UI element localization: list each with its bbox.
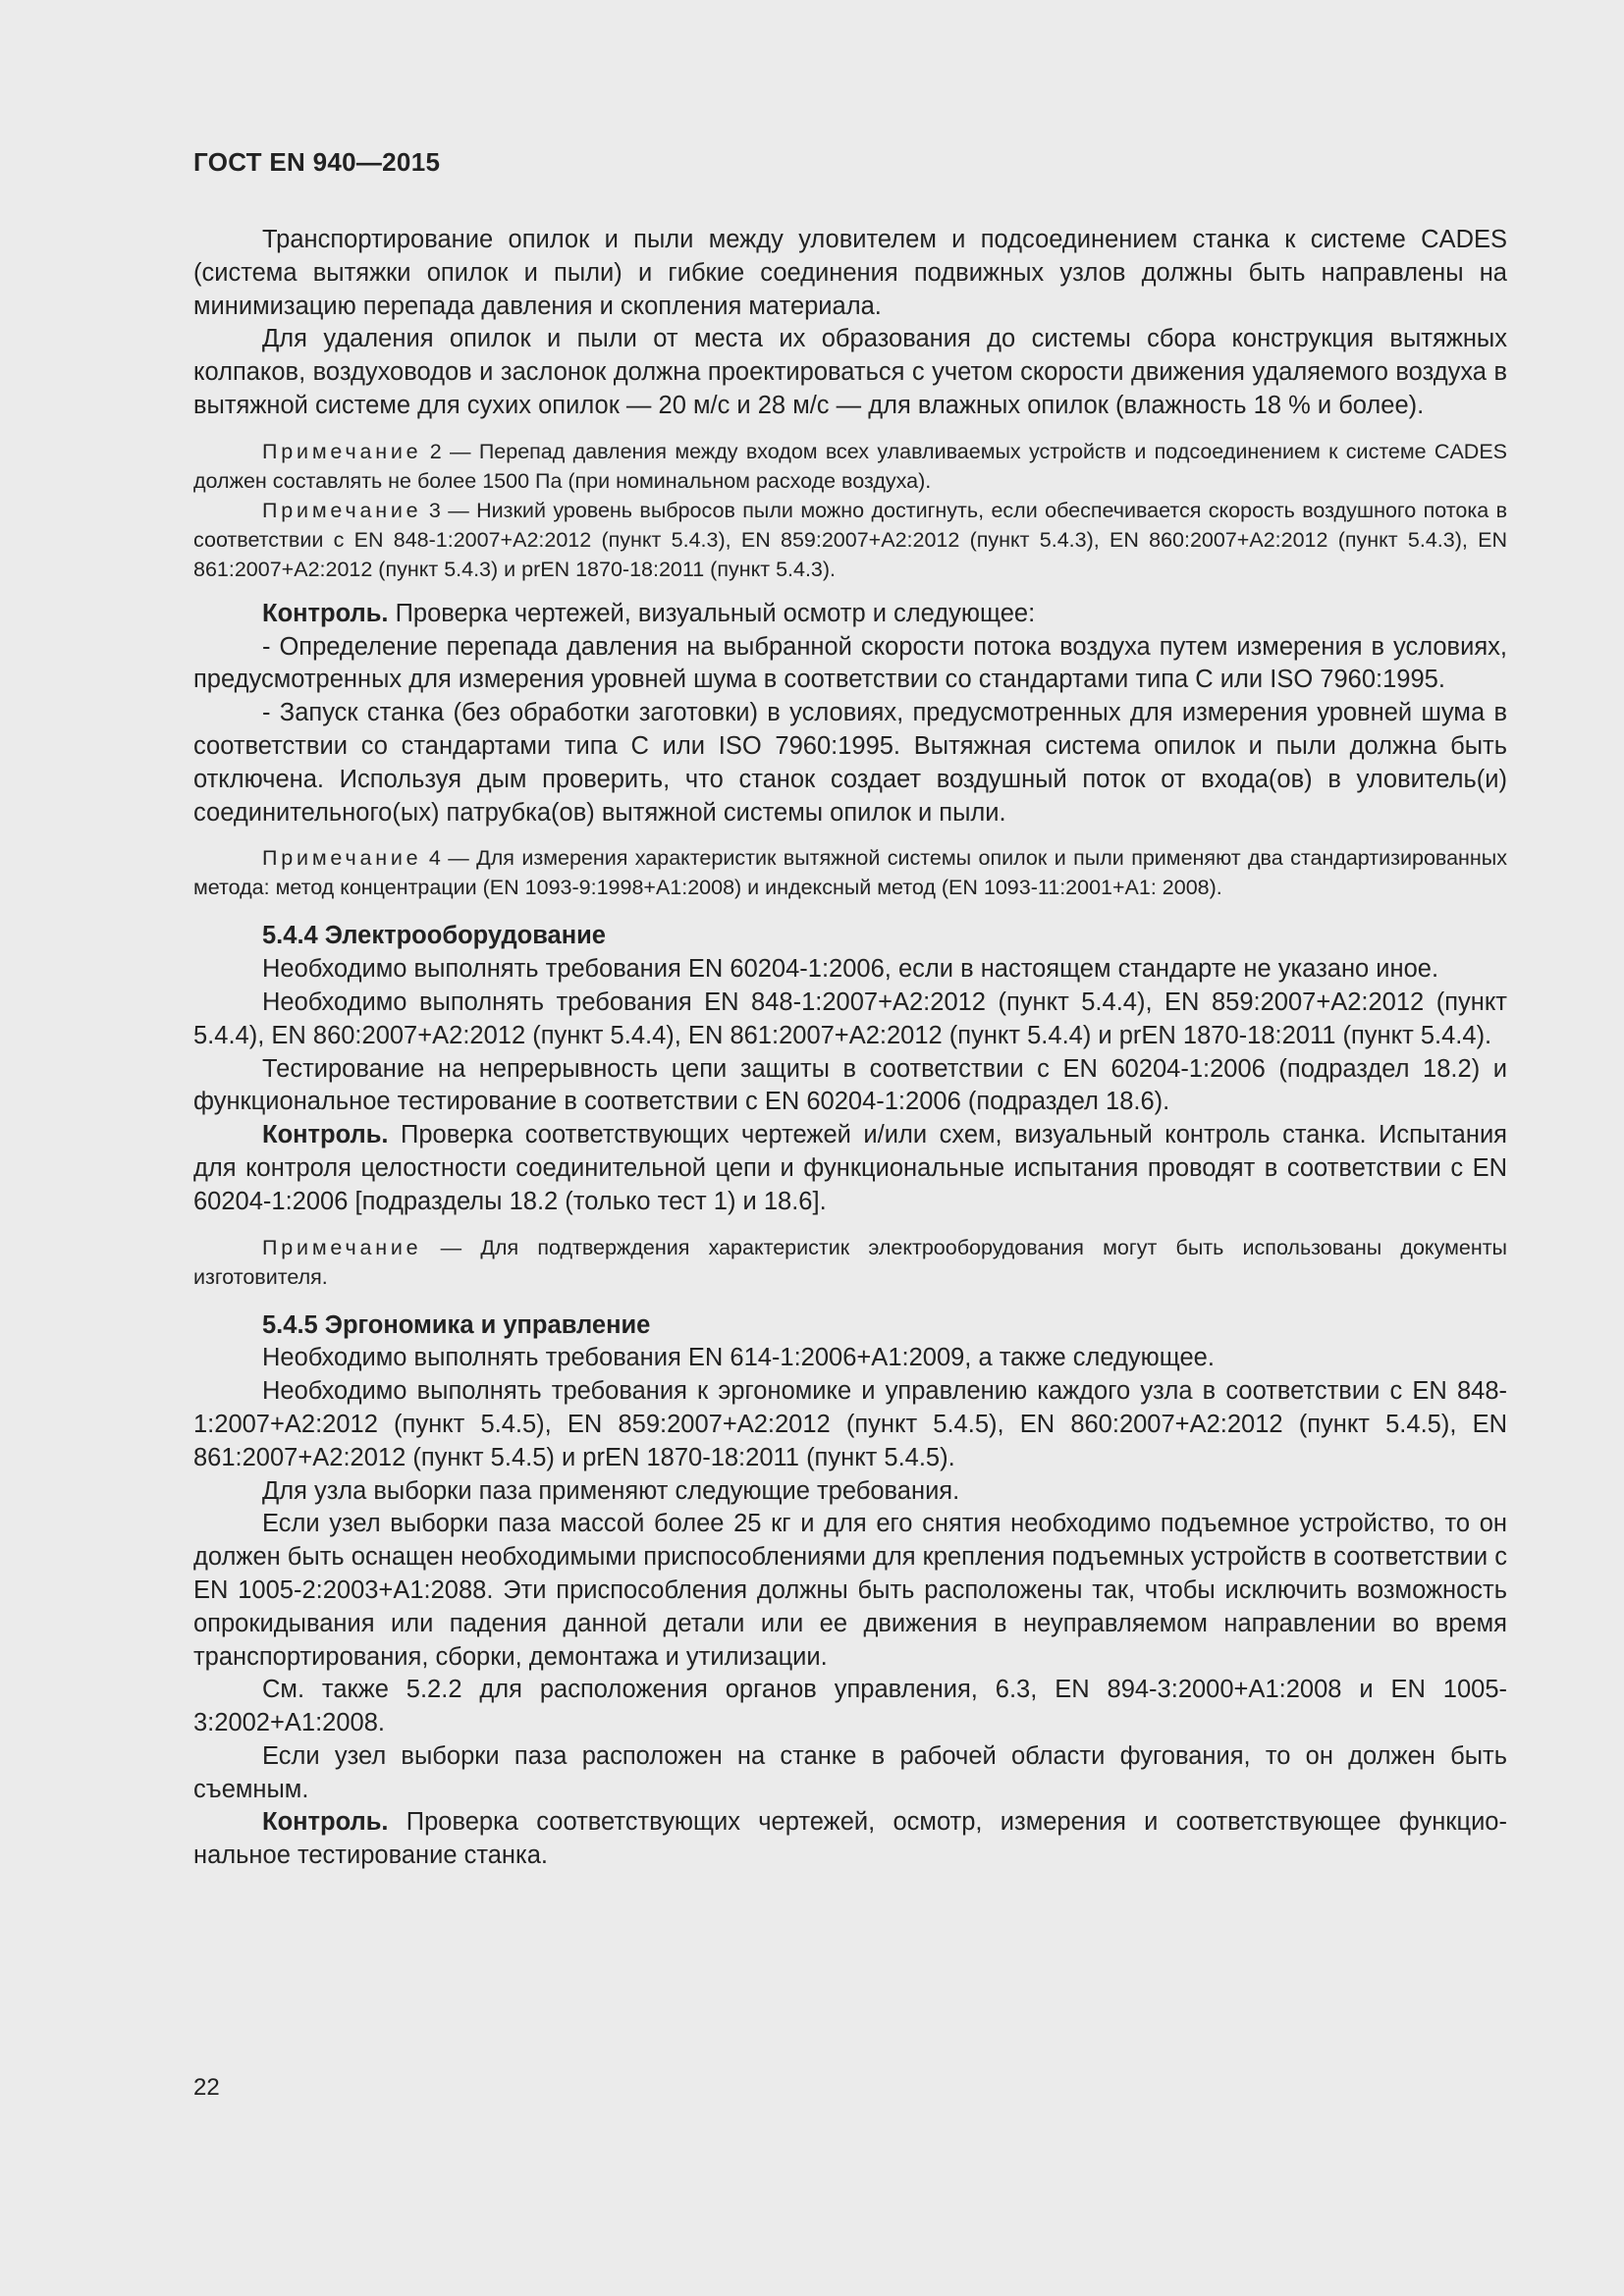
note-2 xyxy=(193,437,1507,496)
document-body xyxy=(193,224,1507,1873)
control-label: Контроль. xyxy=(262,599,389,627)
paragraph: См. также 5.2.2 для расположения органов управления, 6.3, EN 894-3:2000+A1:2008 и EN 1005-3:2002+A1:2008. xyxy=(193,1676,1507,1737)
page-number: 22 xyxy=(193,2074,220,2101)
section-heading-5-4-5: 5.4.5 Эргономика и управление xyxy=(262,1310,651,1339)
paragraph: Тестирование на непрерывность цепи защиты в соответствии с EN 60204-1:2006 (подраздел 18.2) и функциональное тестирование в соответствии с EN 60204-1:2006 (подраздел 18.6). xyxy=(193,1054,1507,1116)
document-header: ГОСТ EN 940—2015 xyxy=(193,147,441,177)
section-heading-5-4-4: 5.4.4 Электрооборудование xyxy=(262,922,606,950)
note-5 xyxy=(193,1233,1507,1292)
control-label: Контроль. xyxy=(262,1121,389,1149)
control-label: Контроль. xyxy=(262,1808,389,1837)
note-text: 3 — Низкий уровень выбросов пыли можно достигнуть, если обеспечивается скорость воздушного потока в соответствии с EN 848-1:2007+A2:2012 (пункт 5.4.3), EN 859:2007+A2:2012 (пункт 5.4.3), EN 860:2007+A2:2012 (пункт 5.4.3), EN 861:2007+A2:2012 (пункт 5.4.3) и prEN 1870-18:2011 (пункт 5.4.3). xyxy=(193,498,1507,581)
note-label: Примечание xyxy=(262,439,422,463)
paragraph: Необходимо выполнять требования EN 60204-1:2006, если в настоящем стандарте не указано иное. xyxy=(262,955,1439,984)
paragraph: Необходимо выполнять требования к эргономике и управлению каждого узла в соответствии с EN 848-1:2007+A2:2012 (пункт 5.4.5), EN 859:2007+A2:2012 (пункт 5.4.5), EN 860:2007+A2:2012 (пункт 5.4.5), EN 861:2007+A2:2012 (пункт 5.4.5) и prEN 1870-18:2011 (пункт 5.4.5). xyxy=(193,1377,1507,1471)
paragraph: Необходимо выполнять требования EN 848-1:2007+A2:2012 (пункт 5.4.4), EN 859:2007+A2:2012 (пункт 5.4.4), EN 860:2007+A2:2012 (пункт 5.4.4), EN 861:2007+A2:2012 (пункт 5.4.4) и prEN 1870-18:2011 (пункт 5.4.4). xyxy=(193,988,1507,1049)
note-3 xyxy=(193,496,1507,584)
list-item: - Запуск станка (без обработки заготовки) в условиях, предусмотренных для измерения уровней шума в соответствии со стандартами типа С или ISO 7960:1995. Вытяжная система опилок и пыли должна быть отключена. Используя дым проверить, что станок создает воздушный поток от входа(ов) в уловитель(и) соединительного(ых) патрубка(ов) вытяжной системы опилок и пыли. xyxy=(193,699,1507,827)
paragraph: Если узел выборки паза массой более 25 кг и для его снятия необходимо подъемное устройство, то он должен быть оснащен необходимыми приспособлениями для крепления подъемных устройств в соответствии с EN 1005-2:2003+A1:2088. Эти приспособления должны быть расположены так, чтобы исключить возможность опрокидывания или падения данной детали или ее движения в неуправляемом направлении во время транспортирования, сборки, демонтажа и утилизации. xyxy=(193,1510,1507,1671)
paragraph: Для удаления опилок и пыли от места их образования до системы сбора конструкция вытяжных колпаков, воздуховодов и заслонок должна проектироваться с учетом скорости движения удаляемого воздуха в вытяжной системе для сухих опилок — 20 м/с и 28 м/с — для влажных опилок (влажность 18 % и более). xyxy=(193,325,1507,419)
control-paragraph xyxy=(193,1806,1507,1873)
list-item: - Определение перепада давления на выбранной скорости потока воздуха путем измерения в условиях, предусмотренных для измерения уровней шума в соответствии со стандартами типа С или ISO 7960:1995. xyxy=(193,632,1507,694)
note-text: — Для подтверждения характеристик электрооборудования могут быть использованы документы изготовителя. xyxy=(193,1235,1507,1289)
note-text: 4 — Для измерения характеристик вытяжной системы опилок и пыли применяют два стандартизированных метода: метод концентрации (EN 1093-9:1998+A1:2008) и индексный метод (EN 1093-11:2001+A1: 2008). xyxy=(193,846,1507,900)
note-label: Примечание xyxy=(262,1235,422,1259)
note-4 xyxy=(193,843,1507,902)
control-text: Проверка чертежей, визуальный осмотр и следующее: xyxy=(388,599,1036,627)
paragraph: Транспортирование опилок и пыли между уловителем и подсоединением станка к системе CADES (система вытяжки опилок и пыли) и гибкие соединения подвижных узлов должны быть направлены на минимизацию перепада давления и скопления материала. xyxy=(193,226,1507,320)
note-label: Примечание xyxy=(262,498,422,522)
paragraph: Для узла выборки паза применяют следующие требования. xyxy=(262,1476,960,1505)
note-text: 2 — Перепад давления между входом всех улавливаемых устройств и подсоединением к системе CADES должен составлять не более 1500 Па (при номинальном расходе воздуха). xyxy=(193,439,1507,493)
control-paragraph xyxy=(193,598,1507,631)
note-label: Примечание xyxy=(262,846,422,871)
control-text: Проверка соответствующих чертежей и/или схем, визуальный контроль станка. Испытания для контроля целостности соединительной цепи и функциональные испытания проводят в соответствии с EN 60204-1:2006 [подразделы 18.2 (только тест 1) и 18.6]. xyxy=(193,1121,1507,1215)
control-text: Проверка соответствующих чертежей, осмотр, измерения и соответствующее функциональное тестирование станка. xyxy=(193,1808,1507,1870)
paragraph: Если узел выборки паза расположен на станке в рабочей области фугования, то он должен быть съемным. xyxy=(193,1741,1507,1803)
paragraph: Необходимо выполнять требования EN 614-1:2006+A1:2009, а также следующее. xyxy=(262,1344,1215,1372)
control-paragraph xyxy=(193,1119,1507,1218)
